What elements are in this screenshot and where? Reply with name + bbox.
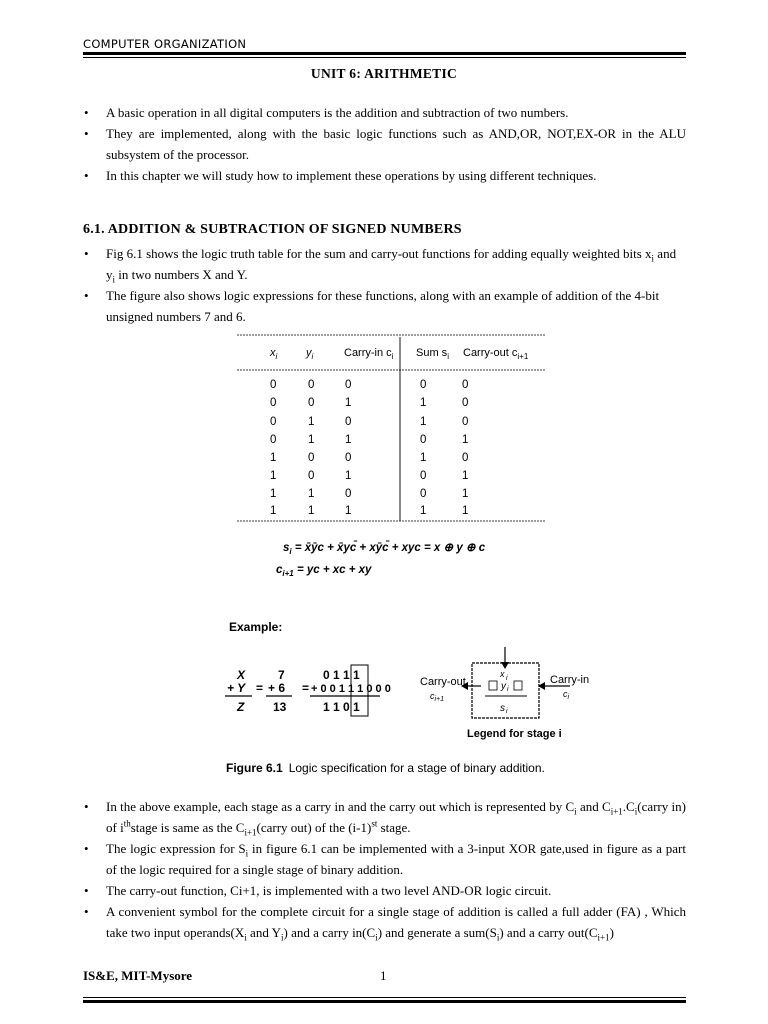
svg-text:1: 1 — [345, 505, 352, 517]
table-row — [270, 416, 468, 428]
svg-text:1: 1 — [270, 505, 277, 517]
legend-label: Legend for stage i — [467, 728, 562, 740]
figure-6-1 — [0, 325, 768, 785]
svg-text:1: 1 — [345, 397, 352, 409]
svg-text:0: 0 — [345, 416, 352, 428]
svg-text:+ Y: + Y — [227, 681, 246, 695]
svg-text:0: 0 — [462, 452, 469, 464]
svg-text:1: 1 — [270, 470, 277, 482]
header-rule-thin — [83, 57, 686, 58]
svg-text:i: i — [506, 675, 508, 682]
svg-text:7: 7 — [278, 668, 285, 682]
svg-text:i: i — [507, 686, 509, 693]
carry-out-label: Carry-out — [420, 676, 466, 688]
svg-text:1: 1 — [308, 416, 315, 428]
svg-text:ci: $c_i$ — [563, 689, 570, 701]
svg-text:0: 0 — [420, 379, 427, 391]
header-x: $x_i$ — [270, 347, 278, 361]
svg-text:1: 1 — [345, 434, 352, 446]
svg-text:0: 0 — [345, 488, 352, 500]
intro-bullet-list — [83, 102, 686, 186]
svg-text:1: 1 — [462, 488, 469, 500]
svg-text:0: 0 — [462, 379, 469, 391]
section-bullet-2: • The figure also shows logic expressions for these functions, along with an example of addition of the 4-bit unsigned numbers 7 and 6. — [83, 285, 686, 327]
svg-text:0: 0 — [420, 488, 427, 500]
table-row — [270, 379, 468, 391]
svg-text:1: 1 — [270, 452, 277, 464]
intro-bullet-1: • A basic operation in all digital computers is the addition and subtraction of two numbers. — [83, 102, 686, 123]
stage-legend — [420, 647, 589, 740]
header-carry-out: Carry-out $c_{i+1}$ — [463, 347, 529, 361]
svg-text:Z: Z — [237, 700, 245, 714]
section-bullet-list — [83, 243, 686, 327]
table-row — [270, 397, 468, 409]
example-label: Example: — [229, 620, 283, 634]
svg-text:i: i — [506, 708, 508, 715]
svg-text:1: 1 — [420, 505, 427, 517]
svg-text:0: 0 — [462, 416, 469, 428]
running-header: COMPUTER ORGANIZATION — [83, 37, 247, 51]
svg-text:1: 1 — [270, 488, 277, 500]
unit-title: UNIT 6: ARITHMETIC — [310, 66, 458, 81]
bottom-bullet-1: • In the above example, each stage as a carry in and the carry out which is represented by $C_i$ and $C_{i+1}.C_i(carry$ in) of $i^{th}stage$ is same as the $C_{i+1}(carry$ out) of the $(i-1)^{st}$ stage. — [83, 796, 686, 838]
table-row — [270, 470, 468, 482]
section-bullet-1: • Fig 6.1 shows the logic truth table for the sum and carry-out functions for adding equally weighted bits $x_i$ and $y_i$ in two numbers X and Y. — [83, 243, 686, 285]
svg-text:s: s — [500, 703, 505, 714]
svg-text:+ 6: + 6 — [268, 681, 286, 695]
intro-bullet-2: • They are implemented, along with the basic logic functions such as AND,OR, NOT,EX-OR in the ALU subsystem of the processor. — [83, 123, 686, 165]
svg-text:0: 0 — [270, 379, 277, 391]
svg-text:1: 1 — [420, 397, 427, 409]
svg-text:0: 0 — [462, 397, 469, 409]
bottom-bullet-3: • The carry-out function, Ci+1, is implemented with a two level AND-OR logic circuit. — [83, 880, 686, 901]
carry-in-label: Carry-in — [550, 674, 590, 686]
figure-caption: Figure 6.1 Logic specification for a stage of binary addition. — [226, 761, 545, 775]
header-carry-in: Carry-in $c_i$ — [344, 347, 394, 361]
svg-text:X: X — [237, 668, 246, 682]
svg-text:1: 1 — [420, 416, 427, 428]
svg-text:0: 0 — [308, 452, 315, 464]
svg-text:1: 1 — [308, 505, 315, 517]
sum-equation: $s_i$ = x̄ȳc + x̄yc̄ + xȳc̄ + xyc = x ⊕ y ⊕ c — [283, 542, 486, 556]
svg-text:0: 0 — [270, 416, 277, 428]
svg-text:1: 1 — [462, 434, 469, 446]
header-sum: Sum $s_i$ — [416, 347, 449, 361]
svg-text:0: 0 — [345, 452, 352, 464]
footer-rule-thin — [83, 997, 686, 998]
intro-bullet-3: • In this chapter we will study how to implement these operations by using different techniques. — [83, 165, 686, 186]
table-row — [270, 434, 468, 446]
svg-text:0: 0 — [420, 434, 427, 446]
svg-text:1 1 0 1: 1 1 0 1 — [323, 700, 360, 714]
svg-text:13: 13 — [273, 700, 287, 714]
svg-text:=: = — [302, 681, 310, 695]
svg-text:0: 0 — [308, 397, 315, 409]
bottom-bullet-4: • A convenient symbol for the complete circuit for a single stage of addition is called a full adder (FA) , Which take two input $operands(X_i$ and $Y_i$) and a carry $in(C_i)$ and generate a $sum(S_i)$ and a carry $out(C_{i+1})$ — [83, 901, 686, 943]
bottom-bullet-2: • The logic expression for $S_i$ in figure 6.1 can be implemented with a 3-input XOR gate,used in figure as a part of the logic required for a single stage of binary addition. — [83, 838, 686, 880]
svg-text:0 1 1 1: 0 1 1 1 — [323, 668, 360, 682]
svg-text:0: 0 — [420, 470, 427, 482]
table-row — [270, 505, 468, 517]
header-y: $y_i$ — [306, 347, 314, 361]
svg-text:0: 0 — [345, 379, 352, 391]
svg-text:1: 1 — [308, 488, 315, 500]
svg-text:x: x — [500, 669, 505, 679]
svg-text:+ 0 0 1 1 1 0 0 0: + 0 0 1 1 1 0 0 0 — [311, 683, 391, 695]
svg-text:1: 1 — [308, 434, 315, 446]
svg-text:0: 0 — [270, 397, 277, 409]
svg-text:ci+1: $c_{i+1}$ — [430, 691, 445, 703]
svg-text:0: 0 — [270, 434, 277, 446]
svg-text:1: 1 — [345, 470, 352, 482]
svg-text:0: 0 — [308, 470, 315, 482]
svg-text:=: = — [256, 681, 264, 695]
section-heading: 6.1. ADDITION & SUBTRACTION OF SIGNED NUMBERS — [83, 222, 462, 237]
footer-institution: IS&E, MIT-Mysore — [83, 968, 193, 983]
footer-rule-thick — [83, 1000, 686, 1003]
example-addition — [225, 665, 391, 716]
page-number: 1 — [380, 968, 387, 983]
carry-equation: $c_{i+1}$ = yc + xc + xy — [276, 564, 372, 578]
svg-text:1: 1 — [462, 505, 469, 517]
svg-text:y: y — [501, 681, 506, 692]
table-row — [270, 488, 468, 500]
svg-text:1: 1 — [420, 452, 427, 464]
svg-text:0: 0 — [308, 379, 315, 391]
header-rule-thick — [83, 52, 686, 55]
svg-text:1: 1 — [462, 470, 469, 482]
table-row — [270, 452, 468, 464]
truth-table-rows — [270, 379, 468, 517]
bottom-bullet-list — [83, 796, 686, 943]
